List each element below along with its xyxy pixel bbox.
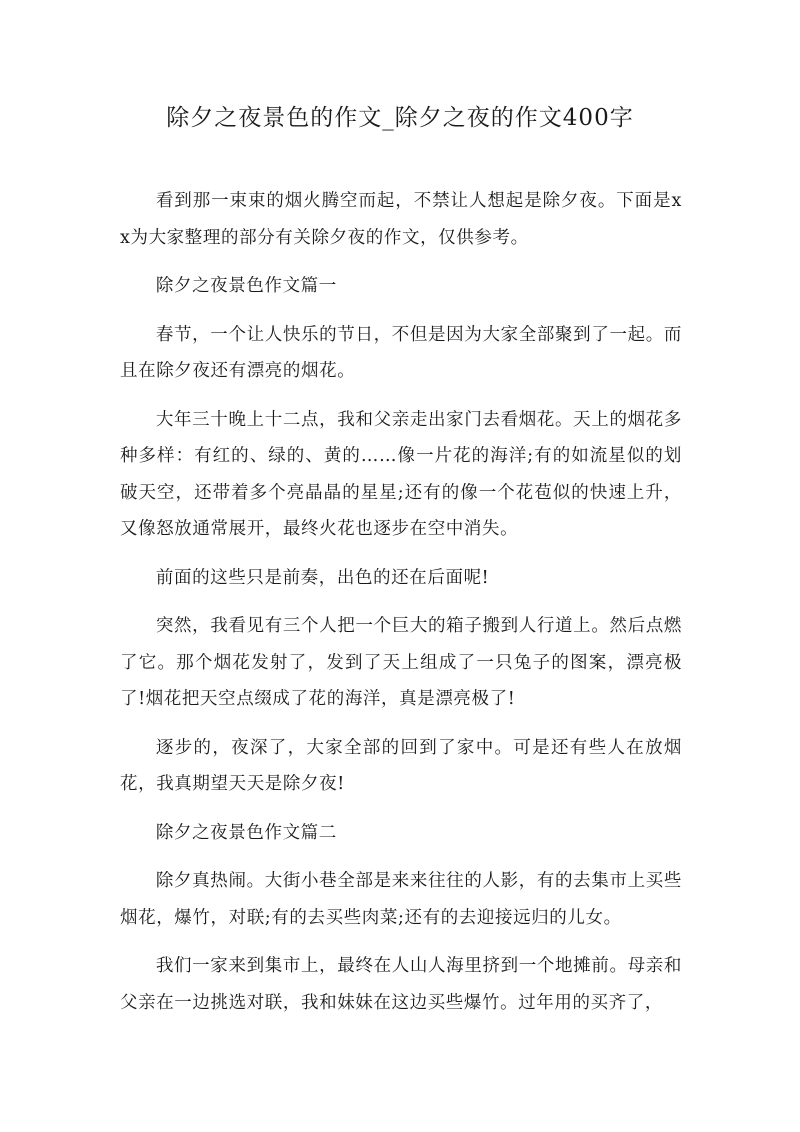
paragraph-intro: 看到那一束束的烟火腾空而起，不禁让人想起是除夕夜。下面是xx为大家整理的部分有关除夕夜的作文，仅供参考。 xyxy=(120,191,682,248)
document-title: 除夕之夜景色的作文_除夕之夜的作文400字 xyxy=(166,105,634,131)
paragraph: 逐步的，夜深了，大家全部的回到了家中。可是还有些人在放烟花，我真期望天天是除夕夜! xyxy=(120,737,682,794)
section-heading-1: 除夕之夜景色作文篇一 xyxy=(155,276,337,296)
paragraph: 春节，一个让人快乐的节日，不但是因为大家全部聚到了一起。而且在除夕夜还有漂亮的烟花。 xyxy=(120,324,682,381)
paragraph: 前面的这些只是前奏，出色的还在后面呢! xyxy=(155,567,490,588)
document-body xyxy=(120,183,682,1033)
paragraph: 突然，我看见有三个人把一个巨大的箱子搬到人行道上。然后点燃了它。那个烟花发射了，发到了天上组成了一只兔子的图案，漂亮极了!烟花把天空点缀成了花的海洋，真是漂亮极了! xyxy=(120,616,682,709)
paragraph: 大年三十晚上十二点，我和父亲走出家门去看烟花。天上的烟花多种多样：有红的、绿的、黄的……像一片花的海洋;有的如流星似的划破天空，还带着多个亮晶晶的星星;还有的像一个花苞似的快速上升，又像怒放通常展开，最终火花也逐步在空中消失。 xyxy=(120,409,682,539)
paragraph: 除夕真热闹。大街小巷全部是来来往往的人影，有的去集市上买些烟花，爆竹，对联;有的去买些肉菜;还有的去迎接远归的儿女。 xyxy=(120,871,682,928)
paragraph: 我们一家来到集市上，最终在人山人海里挤到一个地摊前。母亲和父亲在一边挑选对联，我和妹妹在这边买些爆竹。过年用的买齐了， xyxy=(120,956,682,1013)
section-heading-2: 除夕之夜景色作文篇二 xyxy=(155,822,337,843)
